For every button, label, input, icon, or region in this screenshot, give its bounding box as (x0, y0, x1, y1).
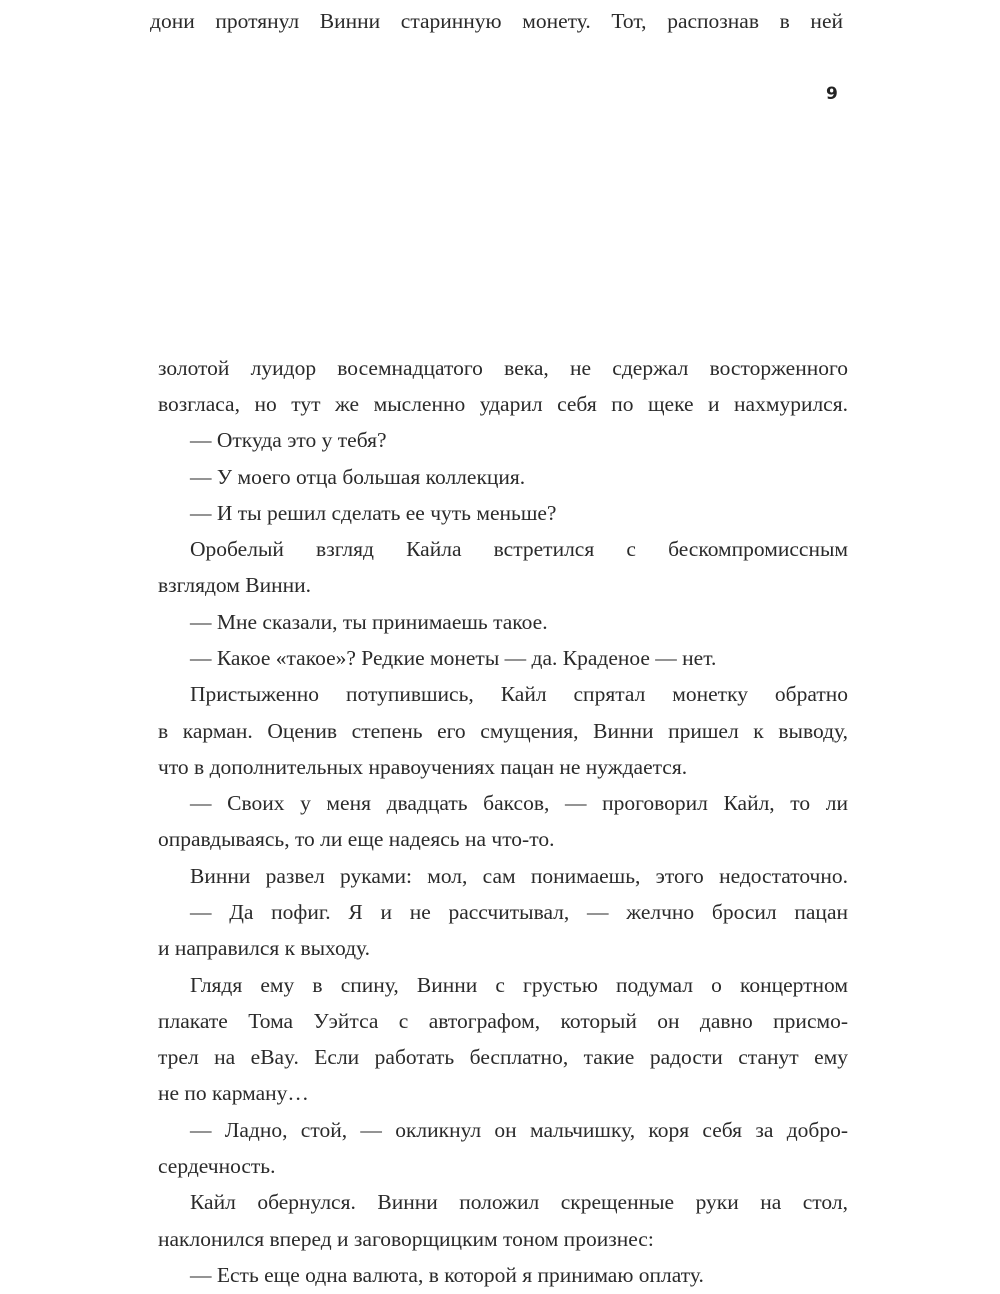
text-line: взглядом Винни. (158, 573, 311, 597)
text-line: Глядя ему в спину, Винни с грустью подумал о концертном (190, 973, 848, 997)
top-text-line: дони протянул Винни старинную монету. Тот, распознав в ней (150, 9, 843, 33)
text-line: — Мне сказали, ты принимаешь такое. (190, 610, 548, 634)
text-line: — Да пофиг. Я и не рассчитывал, — желчно бросил пацан (190, 900, 848, 924)
text-line: не по карману… (158, 1081, 309, 1105)
page-number: 9 (826, 84, 838, 104)
text-line: оправдываясь, то ли еще надеясь на что-то. (158, 827, 555, 851)
text-line: Оробелый взгляд Кайла встретился с бескомпромиссным (190, 537, 848, 561)
text-line: — Откуда это у тебя? (190, 428, 387, 452)
text-line: плакате Тома Уэйтса с автографом, который он давно присмо- (158, 1009, 848, 1033)
text-line: золотой луидор восемнадцатого века, не сдержал восторженного (158, 356, 848, 380)
text-line: — Какое «такое»? Редкие монеты — да. Краденое — нет. (190, 646, 717, 670)
text-line: — И ты решил сделать ее чуть меньше? (190, 501, 557, 525)
text-line: в карман. Оценив степень его смущения, Винни пришел к выводу, (158, 719, 848, 743)
text-line: — Ладно, стой, — окликнул он мальчишку, коря себя за добро- (190, 1118, 848, 1142)
text-line: что в дополнительных нравоучениях пацан не нуждается. (158, 755, 688, 779)
text-line: трел на eBay. Если работать бесплатно, такие радости станут ему (158, 1045, 848, 1069)
text-line: Винни развел руками: мол, сам понимаешь, этого недостаточно. (190, 864, 848, 888)
text-line: — Своих у меня двадцать баксов, — проговорил Кайл, то ли (190, 791, 848, 815)
text-line: Кайл обернулся. Винни положил скрещенные руки на стол, (190, 1190, 848, 1214)
text-line: Пристыженно потупившись, Кайл спрятал монетку обратно (190, 682, 848, 706)
text-line: возгласа, но тут же мысленно ударил себя по щеке и нахмурился. (158, 392, 848, 416)
text-line: сердечность. (158, 1154, 276, 1178)
text-line: — Есть еще одна валюта, в которой я принимаю оплату. (190, 1263, 704, 1287)
text-line: — У моего отца большая коллекция. (190, 465, 526, 489)
text-line: наклонился вперед и заговорщицким тоном произнес: (158, 1227, 654, 1251)
text-line: и направился к выходу. (158, 936, 371, 960)
